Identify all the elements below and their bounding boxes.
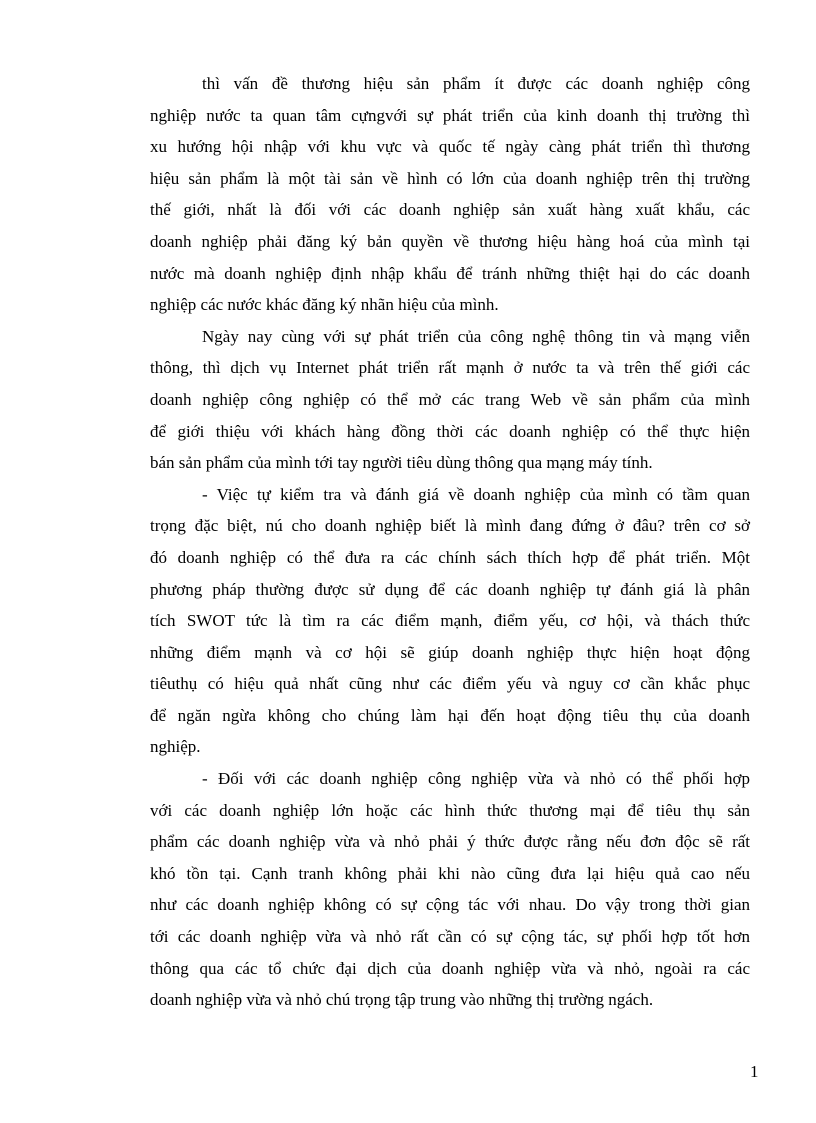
text-line: để ngăn ngừa không cho chúng làm hại đến hoạt động tiêu thụ của doanh <box>150 705 750 725</box>
text-line: - Việc tự kiểm tra và đánh giá về doanh nghiệp của mình có tầm quan <box>202 484 750 504</box>
text-line: thông qua các tổ chức đại dịch của doanh nghiệp vừa và nhỏ, ngoài ra các <box>150 958 750 978</box>
text-line: Ngày nay cùng với sự phát triển của công nghệ thông tin và mạng viễn <box>202 326 750 346</box>
text-line: xu hướng hội nhập với khu vực và quốc tế ngày càng phát triển thì thương <box>150 137 750 157</box>
text-line: đó doanh nghiệp có thể đưa ra các chính sách thích hợp để phát triển. Một <box>150 547 750 567</box>
page-number: 1 <box>750 1062 759 1081</box>
text-line: khó tồn tại. Cạnh tranh không phải khi nào cũng đưa lại hiệu quả cao nếu <box>150 863 750 883</box>
text-line: nghiệp các nước khác đăng ký nhãn hiệu của mình. <box>150 295 499 315</box>
text-line: những điểm mạnh và cơ hội sẽ giúp doanh nghiệp thực hiện hoạt động <box>150 642 750 662</box>
text-line: doanh nghiệp công nghiệp có thể mở các trang Web về sản phẩm của mình <box>150 389 750 409</box>
text-line: thế giới, nhất là đối với các doanh nghiệp sản xuất hàng xuất khẩu, các <box>150 200 750 220</box>
paragraph-2 <box>150 321 750 479</box>
text-line: doanh nghiệp vừa và nhỏ chú trọng tập trung vào những thị trường ngách. <box>150 990 654 1010</box>
text-line: tiêuthụ có hiệu quả nhất cũng như các điểm yếu và nguy cơ cần khắc phục <box>150 674 750 694</box>
text-line: - Đối với các doanh nghiệp công nghiệp vừa và nhỏ có thể phối hợp <box>202 769 750 789</box>
text-line: như các doanh nghiệp không có sự cộng tác với nhau. Do vậy trong thời gian <box>150 895 750 915</box>
text-line: doanh nghiệp phải đăng ký bản quyền về thương hiệu hàng hoá của mình tại <box>150 231 750 251</box>
text-line: nghiệp. <box>150 737 201 757</box>
text-line: bán sản phẩm của mình tới tay người tiêu dùng thông qua mạng máy tính. <box>150 453 653 473</box>
text-line: trọng đặc biệt, nú cho doanh nghiệp biết là mình đang đứng ở đâu? trên cơ sở <box>150 516 750 536</box>
text-line: tới các doanh nghiệp vừa và nhỏ rất cần có sự cộng tác, sự phối hợp tốt hơn <box>150 927 750 947</box>
text-line: tích SWOT tức là tìm ra các điểm mạnh, điểm yếu, cơ hội, và thách thức <box>150 611 750 631</box>
text-line: để giới thiệu với khách hàng đồng thời các doanh nghiệp có thể thực hiện <box>150 421 750 441</box>
text-line: với các doanh nghiệp lớn hoặc các hình thức thương mại để tiêu thụ sản <box>150 800 750 820</box>
paragraph-3 <box>150 479 750 763</box>
text-line: nghiệp nước ta quan tâm cựngvới sự phát triển của kinh doanh thị trường thì <box>150 105 750 125</box>
paragraph-4 <box>150 763 750 1016</box>
body-text <box>150 68 750 1016</box>
text-line: phương pháp thường được sử dụng để các doanh nghiệp tự đánh giá là phân <box>150 579 750 599</box>
text-line: hiệu sản phẩm là một tài sản về hình có lớn của doanh nghiệp trên thị trường <box>150 168 750 188</box>
text-line: thì vấn đề thương hiệu sản phẩm ít được các doanh nghiệp công <box>202 74 750 93</box>
text-line: nước mà doanh nghiệp định nhập khẩu để tránh những thiệt hại do các doanh <box>150 263 750 283</box>
text-line: phẩm các doanh nghiệp vừa và nhỏ phải ý thức được rằng nếu đơn độc sẽ rất <box>150 832 750 852</box>
paragraph-1 <box>150 68 750 321</box>
text-line: thông, thì dịch vụ Internet phát triển rất mạnh ở nước ta và trên thế giới các <box>150 358 750 378</box>
